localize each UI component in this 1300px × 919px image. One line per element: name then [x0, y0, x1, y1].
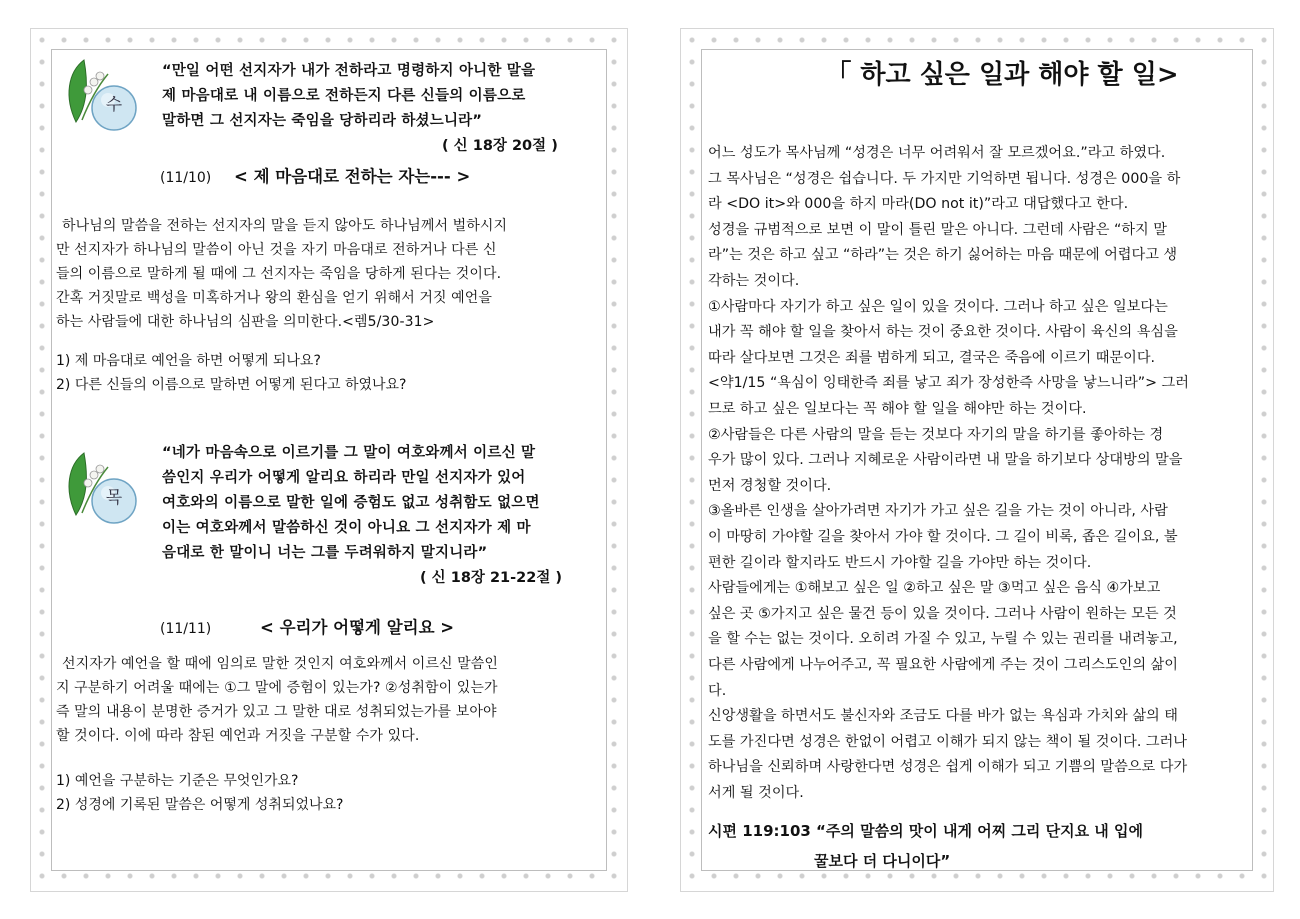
question: 1) 예언을 구분하는 기준은 무엇인가요? [56, 773, 299, 789]
right-page [680, 28, 1274, 892]
essay-line: ①사람마다 자기가 하고 싶은 일이 있을 것이다. 그러나 하고 싶은 일보다는 [708, 298, 1168, 315]
essay-line: 을 할 수는 없는 것이다. 오히려 가질 수 있고, 누릴 수 있는 권리를 내려놓고, [708, 631, 1178, 648]
essay-line: 도를 가진다면 성경은 한없이 어렵고 이해가 되지 않는 책이 될 것이다. 그러나 [708, 733, 1187, 750]
verse-line: 여호와의 이름으로 말한 일에 증험도 없고 성취함도 없으면 [162, 495, 540, 511]
essay-line: ②사람들은 다른 사람의 말을 듣는 것보다 자기의 말을 하기를 좋아하는 경 [708, 426, 1164, 443]
essay-line: 서게 될 것이다. [708, 785, 804, 801]
essay-line: 다른 사람에게 나누어주고, 꼭 필요한 사람에게 주는 것이 그리스도인의 삶이 [708, 657, 1178, 673]
date-label: (11/10) [160, 170, 212, 186]
essay-line: 다. [708, 682, 727, 699]
body-line: 선지자가 예언을 할 때에 임의로 말한 것인지 여호와께서 이르신 말씀인 [62, 656, 499, 672]
badge-char: 목 [105, 488, 123, 508]
essay-line: 따라 살다보면 그것은 죄를 범하게 되고, 결국은 죽음에 이르기 때문이다. [708, 349, 1156, 366]
psalm-verse-line: 꿀보다 더 다니이다” [814, 852, 951, 870]
essay-line: ③올바른 인생을 살아가려면 자기가 가고 싶은 길을 가는 것이 아니라, 사람 [708, 503, 1168, 520]
section-heading: < 우리가 어떻게 알리요 > [260, 618, 455, 637]
essay-line: 라 <DO it>와 000을 하지 마라(DO not it)”라고 대답했다고 한다. [708, 196, 1129, 213]
essay-line: 각하는 것이다. [708, 273, 800, 289]
badge-char: 수 [105, 95, 123, 115]
body-line: 즉 말의 내용이 분명한 증거가 있고 그 말한 대로 성취되었는가를 보아야 [56, 704, 497, 720]
essay-line: 내가 꼭 해야 할 일을 찾아서 하는 것이 중요한 것이다. 사람이 육신의 욕심을 [708, 324, 1178, 341]
verse-line: 씀인지 우리가 어떻게 알리요 하리라 만일 선지자가 있어 [162, 470, 526, 486]
essay-line: 싶은 곳 ⑤가지고 싶은 물건 등이 있을 것이다. 그러나 사람이 원하는 모든 것 [708, 605, 1177, 622]
left-page [30, 28, 628, 892]
essay-line: 우가 많이 있다. 그러나 지혜로운 사람이라면 내 말을 하기보다 상대방의 말을 [708, 452, 1183, 469]
verse-line: 이는 여호와께서 말씀하신 것이 아니요 그 선지자가 제 마 [162, 520, 531, 536]
page-title: 「 하고 싶은 일과 해야 할 일> [825, 60, 1179, 90]
lily-badge-wednesday [54, 52, 162, 142]
question: 2) 다른 신들의 이름으로 말하면 어떻게 된다고 하였나요? [56, 377, 407, 393]
date-label: (11/11) [160, 621, 212, 637]
verse-reference: ( 신 18장 20절 ) [442, 138, 558, 154]
body-line: 들의 이름으로 말하게 될 때에 그 선지자는 죽임을 당하게 된다는 것이다. [56, 266, 502, 282]
body-line: 지 구분하기 어려울 때에는 ①그 말에 증험이 있는가? ②성취함이 있는가 [56, 680, 498, 696]
essay-line: 사람들에게는 ①해보고 싶은 일 ②하고 싶은 말 ③먹고 싶은 음식 ④가보고 [708, 580, 1161, 597]
essay-line: 므로 하고 싶은 일보다는 꼭 해야 할 일을 해야만 하는 것이다. [708, 401, 1087, 417]
psalm-verse-line: 시편 119:103 “주의 말씀의 맛이 내게 어찌 그리 단지요 내 입에 [708, 822, 1143, 840]
essay-line: 하나님을 신뢰하며 사랑한다면 성경은 쉽게 이해가 되고 기쁨의 말씀으로 다가 [708, 759, 1188, 776]
right-page-content [701, 49, 1253, 871]
verse-reference: ( 신 18장 21-22절 ) [420, 570, 563, 586]
essay-line: 어느 성도가 목사님께 “성경은 너무 어려워서 잘 모르겠어요.”라고 하였다. [708, 145, 1166, 161]
verse-line: “만일 어떤 선지자가 내가 전하라고 명령하지 아니한 말을 [162, 63, 536, 79]
essay-line: <약1/15 “욕심이 잉태한즉 죄를 낳고 죄가 장성한즉 사망을 낳느니라”> 그러 [708, 375, 1189, 392]
essay-line: 이 마땅히 가야할 길을 찾아서 가야 할 것이다. 그 길이 비록, 좁은 길이요, 불 [708, 529, 1178, 545]
essay-line: 그 목사님은 “성경은 쉽습니다. 두 가지만 기억하면 됩니다. 성경은 000을 하 [708, 170, 1181, 187]
question: 1) 제 마음대로 예언을 하면 어떻게 되나요? [56, 353, 321, 369]
body-line: 하나님의 말씀을 전하는 선지자의 말을 듣지 않아도 하나님께서 벌하시지 [62, 218, 508, 234]
essay-line: 라”는 것은 하고 싶고 “하라”는 것은 하기 싫어하는 마음 때문에 어렵다고 생 [708, 247, 1178, 264]
verse-line: 말하면 그 선지자는 죽임을 당하리라 하셨느니라” [162, 113, 483, 129]
verse-line: 제 마음대로 내 이름으로 전하든지 다른 신들의 이름으로 [162, 88, 526, 104]
question: 2) 성경에 기록된 말씀은 어떻게 성취되었나요? [56, 797, 344, 813]
essay-line: 편한 길이라 할지라도 반드시 가야할 길을 가야만 하는 것이다. [708, 554, 1092, 571]
body-line: 간혹 거짓말로 백성을 미혹하거나 왕의 환심을 얻기 위해서 거짓 예언을 [56, 290, 493, 306]
lily-badge-thursday [54, 445, 162, 535]
body-line: 하는 사람들에 대한 하나님의 심판을 의미한다.<렘5/30-31> [56, 314, 435, 330]
essay-line: 성경을 규범적으로 보면 이 말이 틀린 말은 아니다. 그런데 사람은 “하지 말 [708, 221, 1167, 238]
essay-line: 먼저 경청할 것이다. [708, 477, 832, 494]
verse-line: “네가 마음속으로 이르기를 그 말이 여호와께서 이르신 말 [162, 445, 536, 461]
section-heading: < 제 마음대로 전하는 자는--- > [234, 167, 471, 186]
essay-line: 신앙생활을 하면서도 불신자와 조금도 다를 바가 없는 욕심과 가치와 삶의 태 [708, 708, 1178, 725]
body-line: 만 선지자가 하나님의 말씀이 아닌 것을 자기 마음대로 전하거나 다른 신 [56, 242, 497, 258]
left-page-content [51, 49, 607, 871]
body-line: 할 것이다. 이에 따라 참된 예언과 거짓을 구분할 수가 있다. [56, 728, 420, 744]
verse-line: 음대로 한 말이니 너는 그를 두려워하지 말지니라” [162, 545, 488, 561]
